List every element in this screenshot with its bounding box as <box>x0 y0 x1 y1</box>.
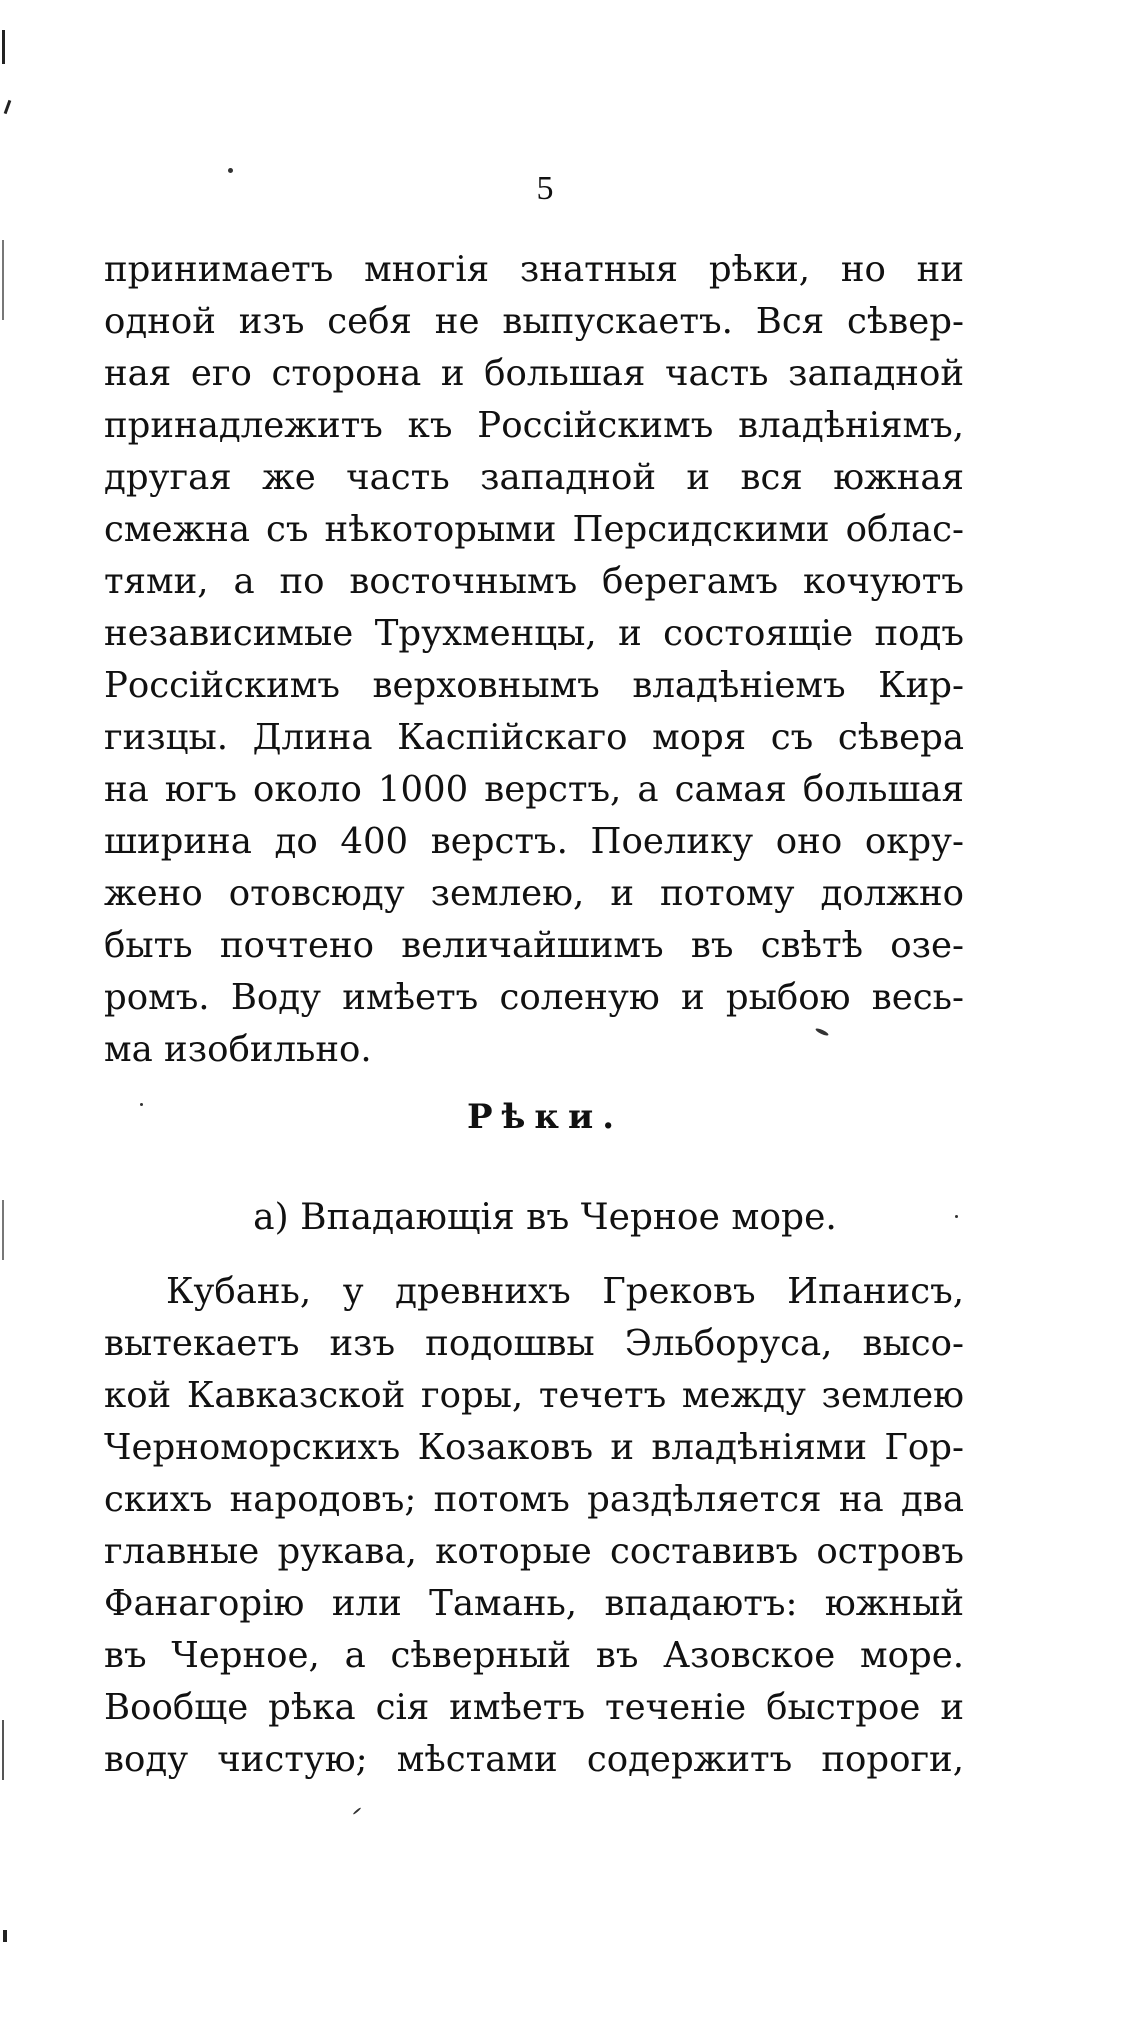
text-line: одной изъ себя не выпускаетъ. Вся сѣвер- <box>104 301 964 342</box>
text-line: Россійскимъ верховнымъ владѣніемъ Кир- <box>104 665 964 706</box>
text-line: главные рукава, которые составивъ островъ <box>104 1531 964 1572</box>
text-line: смежна съ нѣкоторыми Персидскими облас- <box>104 509 964 550</box>
text-line: гизцы. Длина Каспійскаго моря съ сѣвера <box>104 717 964 758</box>
scan-edge-mark <box>2 30 5 64</box>
text-line: тями, а по восточнымъ берегамъ кочуютъ <box>104 561 964 602</box>
scan-edge-mark <box>2 240 4 320</box>
subsection-title: а) Впадающія въ Черное море. <box>253 1197 837 1238</box>
text-line: на югъ около 1000 верстъ, а самая большая <box>104 769 964 810</box>
text-line: жено отовсюду землею, и потому должно <box>104 873 964 914</box>
text-line: Кубань, у древнихъ Грековъ Ипанисъ, <box>166 1271 964 1312</box>
text-line: скихъ народовъ; потомъ раздѣляется на два <box>104 1479 964 1520</box>
text-line: Черноморскихъ Козаковъ и владѣніями Гор- <box>104 1427 964 1468</box>
text-line: воду чистую; мѣстами содержитъ пороги, <box>104 1739 964 1780</box>
scan-edge-mark <box>4 100 12 114</box>
section-title: Рѣки. <box>466 1097 624 1137</box>
print-speck <box>353 1807 362 1815</box>
text-line: ромъ. Воду имѣетъ соленую и рыбою весь- <box>104 977 964 1018</box>
text-line: принимаетъ многія знатныя рѣки, но ни <box>104 249 964 290</box>
text-line: ширина до 400 верстъ. Поелику оно окру- <box>104 821 964 862</box>
text-line: вытекаетъ изъ подошвы Эльборуса, высо- <box>104 1323 964 1364</box>
text-line: кой Кавказской горы, течетъ между землею <box>104 1375 964 1416</box>
scan-edge-mark <box>2 1720 4 1780</box>
page-number: 5 <box>536 170 554 207</box>
paragraph-kuban-river <box>104 1266 964 1786</box>
scan-edge-mark <box>3 1930 7 1942</box>
text-line: другая же часть западной и вся южная <box>104 457 964 498</box>
text-line: быть почтено величайшимъ въ свѣтѣ озе- <box>104 925 964 966</box>
text-line: ная его сторона и большая часть западной <box>104 353 964 394</box>
text-line: принадлежитъ къ Россійскимъ владѣніямъ, <box>104 405 964 446</box>
text-line: ма изобильно. <box>104 1029 372 1070</box>
text-line: въ Черное, а сѣверный въ Азовское море. <box>104 1635 964 1676</box>
text-line: Вообще рѣка сія имѣетъ теченіе быстрое и <box>104 1687 964 1728</box>
text-line: Фанагорію или Тамань, впадаютъ: южный <box>104 1583 964 1624</box>
paragraph-caspian-sea <box>104 244 964 1076</box>
text-line: независимые Трухменцы, и состоящіе подъ <box>104 613 964 654</box>
